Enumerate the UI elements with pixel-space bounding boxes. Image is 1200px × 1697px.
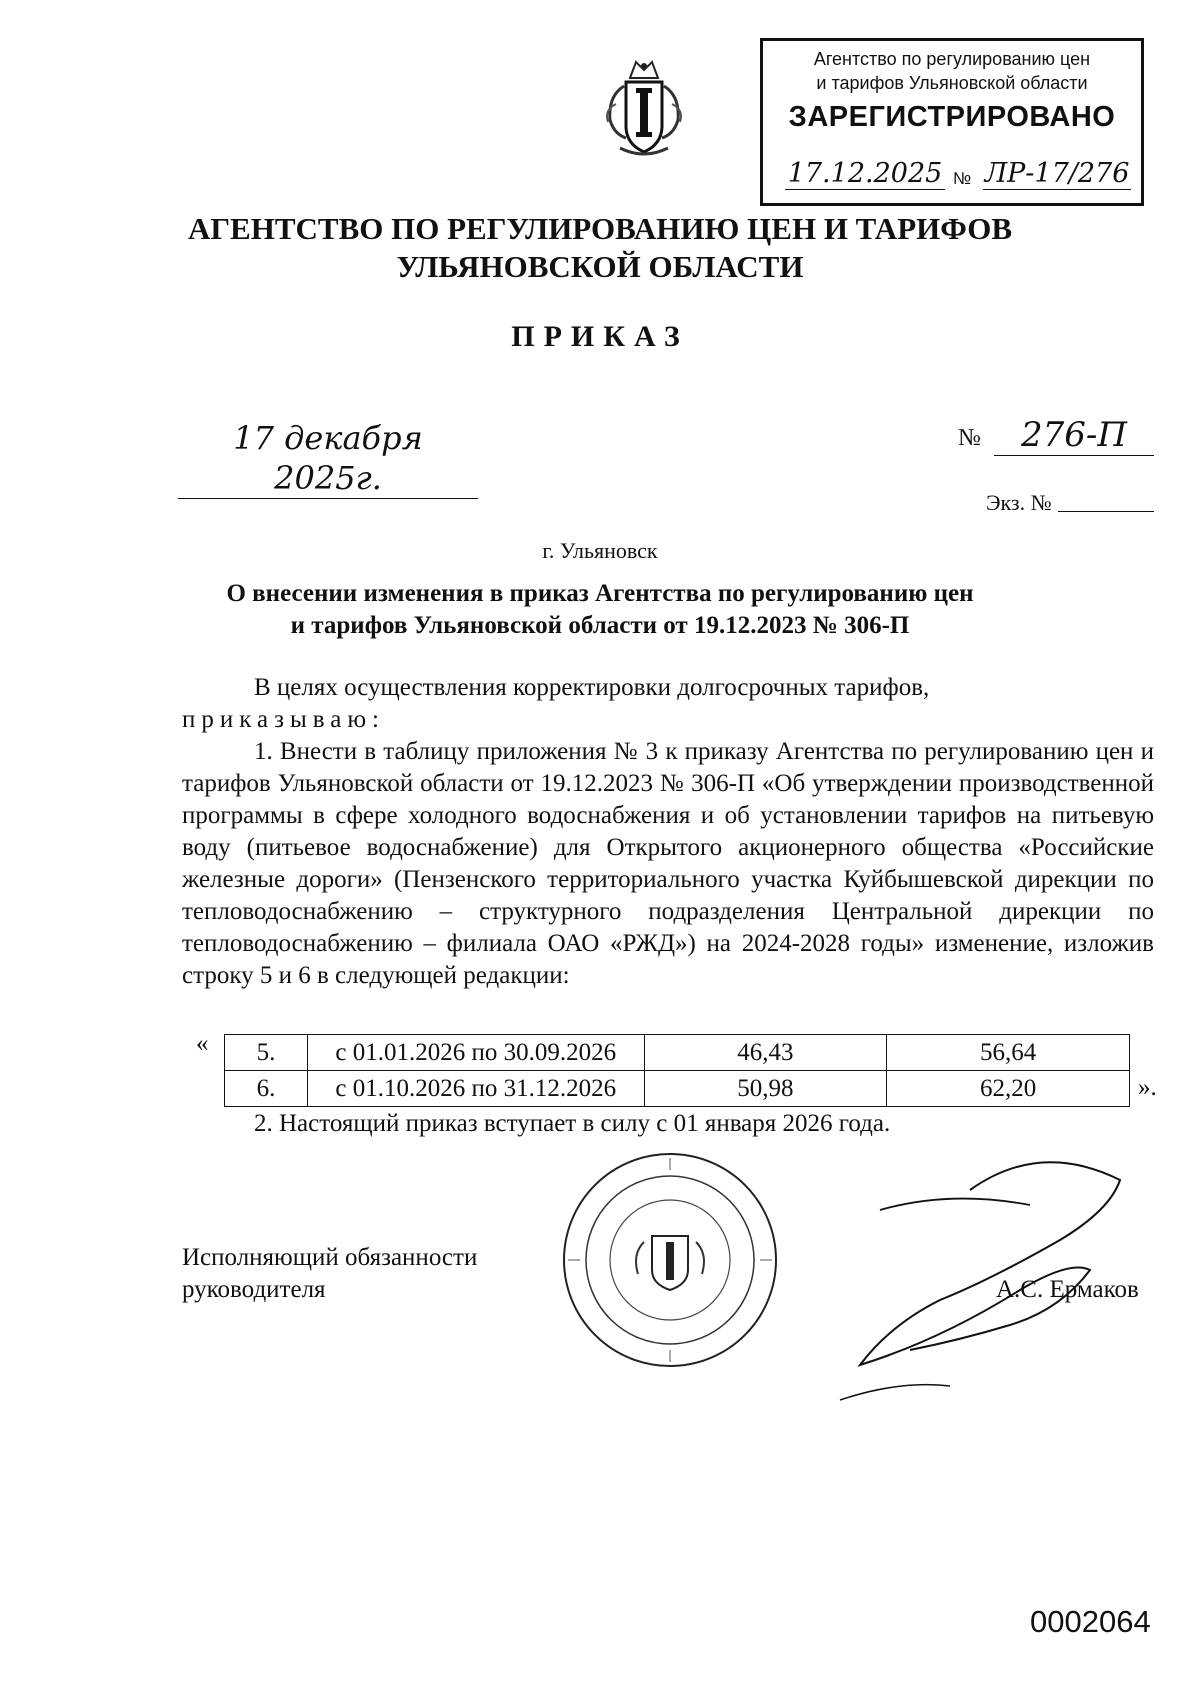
subject-line1: О внесении изменения в приказ Агентства по регулированию цен <box>226 580 974 607</box>
period-cell: с 01.01.2026 по 30.09.2026 <box>307 1035 644 1071</box>
reg-stamp-date: 17.12.2025 <box>785 159 945 190</box>
subject-line2: и тарифов Ульяновской области от 19.12.2023 № 306-П <box>290 612 910 639</box>
document-type-heading: ПРИКАЗ <box>511 320 689 353</box>
agency-title-line2: УЛЬЯНОВСКОЙ ОБЛАСТИ <box>396 249 804 284</box>
agency-title <box>0 210 1200 286</box>
table-row <box>225 1035 1130 1071</box>
row-number-cell: 6. <box>225 1071 308 1107</box>
copy-number-field <box>1058 511 1154 512</box>
reg-stamp-number: ЛР-17/276 <box>984 158 1130 189</box>
serial-number: 0002064 <box>1030 1604 1151 1639</box>
coat-of-arms-icon <box>596 56 692 164</box>
city: г. Ульяновск <box>542 538 658 563</box>
table-quote-open: « <box>196 1030 209 1057</box>
signer-name: А.С. Ермаков <box>996 1276 1139 1303</box>
copy-number-label: Экз. № <box>986 490 1052 515</box>
item-2-paragraph: 2. Настоящий приказ вступает в силу с 01 января 2026 года. <box>254 1110 891 1137</box>
tariff-value-cell: 62,20 <box>887 1071 1130 1107</box>
period-cell: с 01.10.2026 по 31.12.2026 <box>307 1071 644 1107</box>
item-1-paragraph: 1. Внести в таблицу приложения № 3 к приказу Агентства по регулированию цен и тарифов Ульяновской области от 19.12.2023 № 306-П «Об утверждении производственной программы в сфере холодного водоснабжения и об установлении тарифов на питьевую воду (питьевое водоснабжение) для Открытого акционерного общества «Российские железные дороги» (Пензенского территориального участка Куйбышевской дирекции по тепловодоснабжению – структурного подразделения Центральной дирекции по тепловодоснабжению – филиала ОАО «РЖД») на 2024-2028 годы» изменение, изложив строку 5 и 6 в следующей редакции: <box>182 738 1154 989</box>
position-line1: Исполняющий обязанности <box>182 1244 478 1271</box>
table-row <box>225 1071 1130 1107</box>
order-number-sign: № <box>958 425 981 451</box>
document-subject <box>0 578 1200 642</box>
tariff-value-cell: 50,98 <box>644 1071 887 1107</box>
table-quote-close: ». <box>1138 1074 1157 1101</box>
tariff-table <box>224 1034 1130 1107</box>
agency-title-line1: АГЕНТСТВО ПО РЕГУЛИРОВАНИЮ ЦЕН И ТАРИФОВ <box>187 211 1013 246</box>
order-date-handwritten: 17 декабря 2025г. <box>178 418 478 499</box>
order-word: приказываю: <box>182 706 385 733</box>
official-seal-icon <box>560 1150 780 1370</box>
registration-stamp <box>760 38 1144 206</box>
tariff-value-cell: 46,43 <box>644 1035 887 1071</box>
signatory-position <box>182 1242 477 1306</box>
reg-stamp-number-sign: № <box>953 169 972 188</box>
reg-stamp-agency-line2: и тарифов Ульяновской области <box>816 73 1088 93</box>
position-line2: руководителя <box>182 1276 326 1303</box>
row-number-cell: 5. <box>225 1035 308 1071</box>
purpose-paragraph: В целях осуществления корректировки долгосрочных тарифов, <box>254 674 930 701</box>
reg-stamp-agency-line1: Агентство по регулированию цен <box>813 49 1091 69</box>
tariff-value-cell: 56,64 <box>887 1035 1130 1071</box>
reg-stamp-status: ЗАРЕГИСТРИРОВАНО <box>788 101 1116 133</box>
order-number-handwritten: 276-П <box>994 415 1154 456</box>
